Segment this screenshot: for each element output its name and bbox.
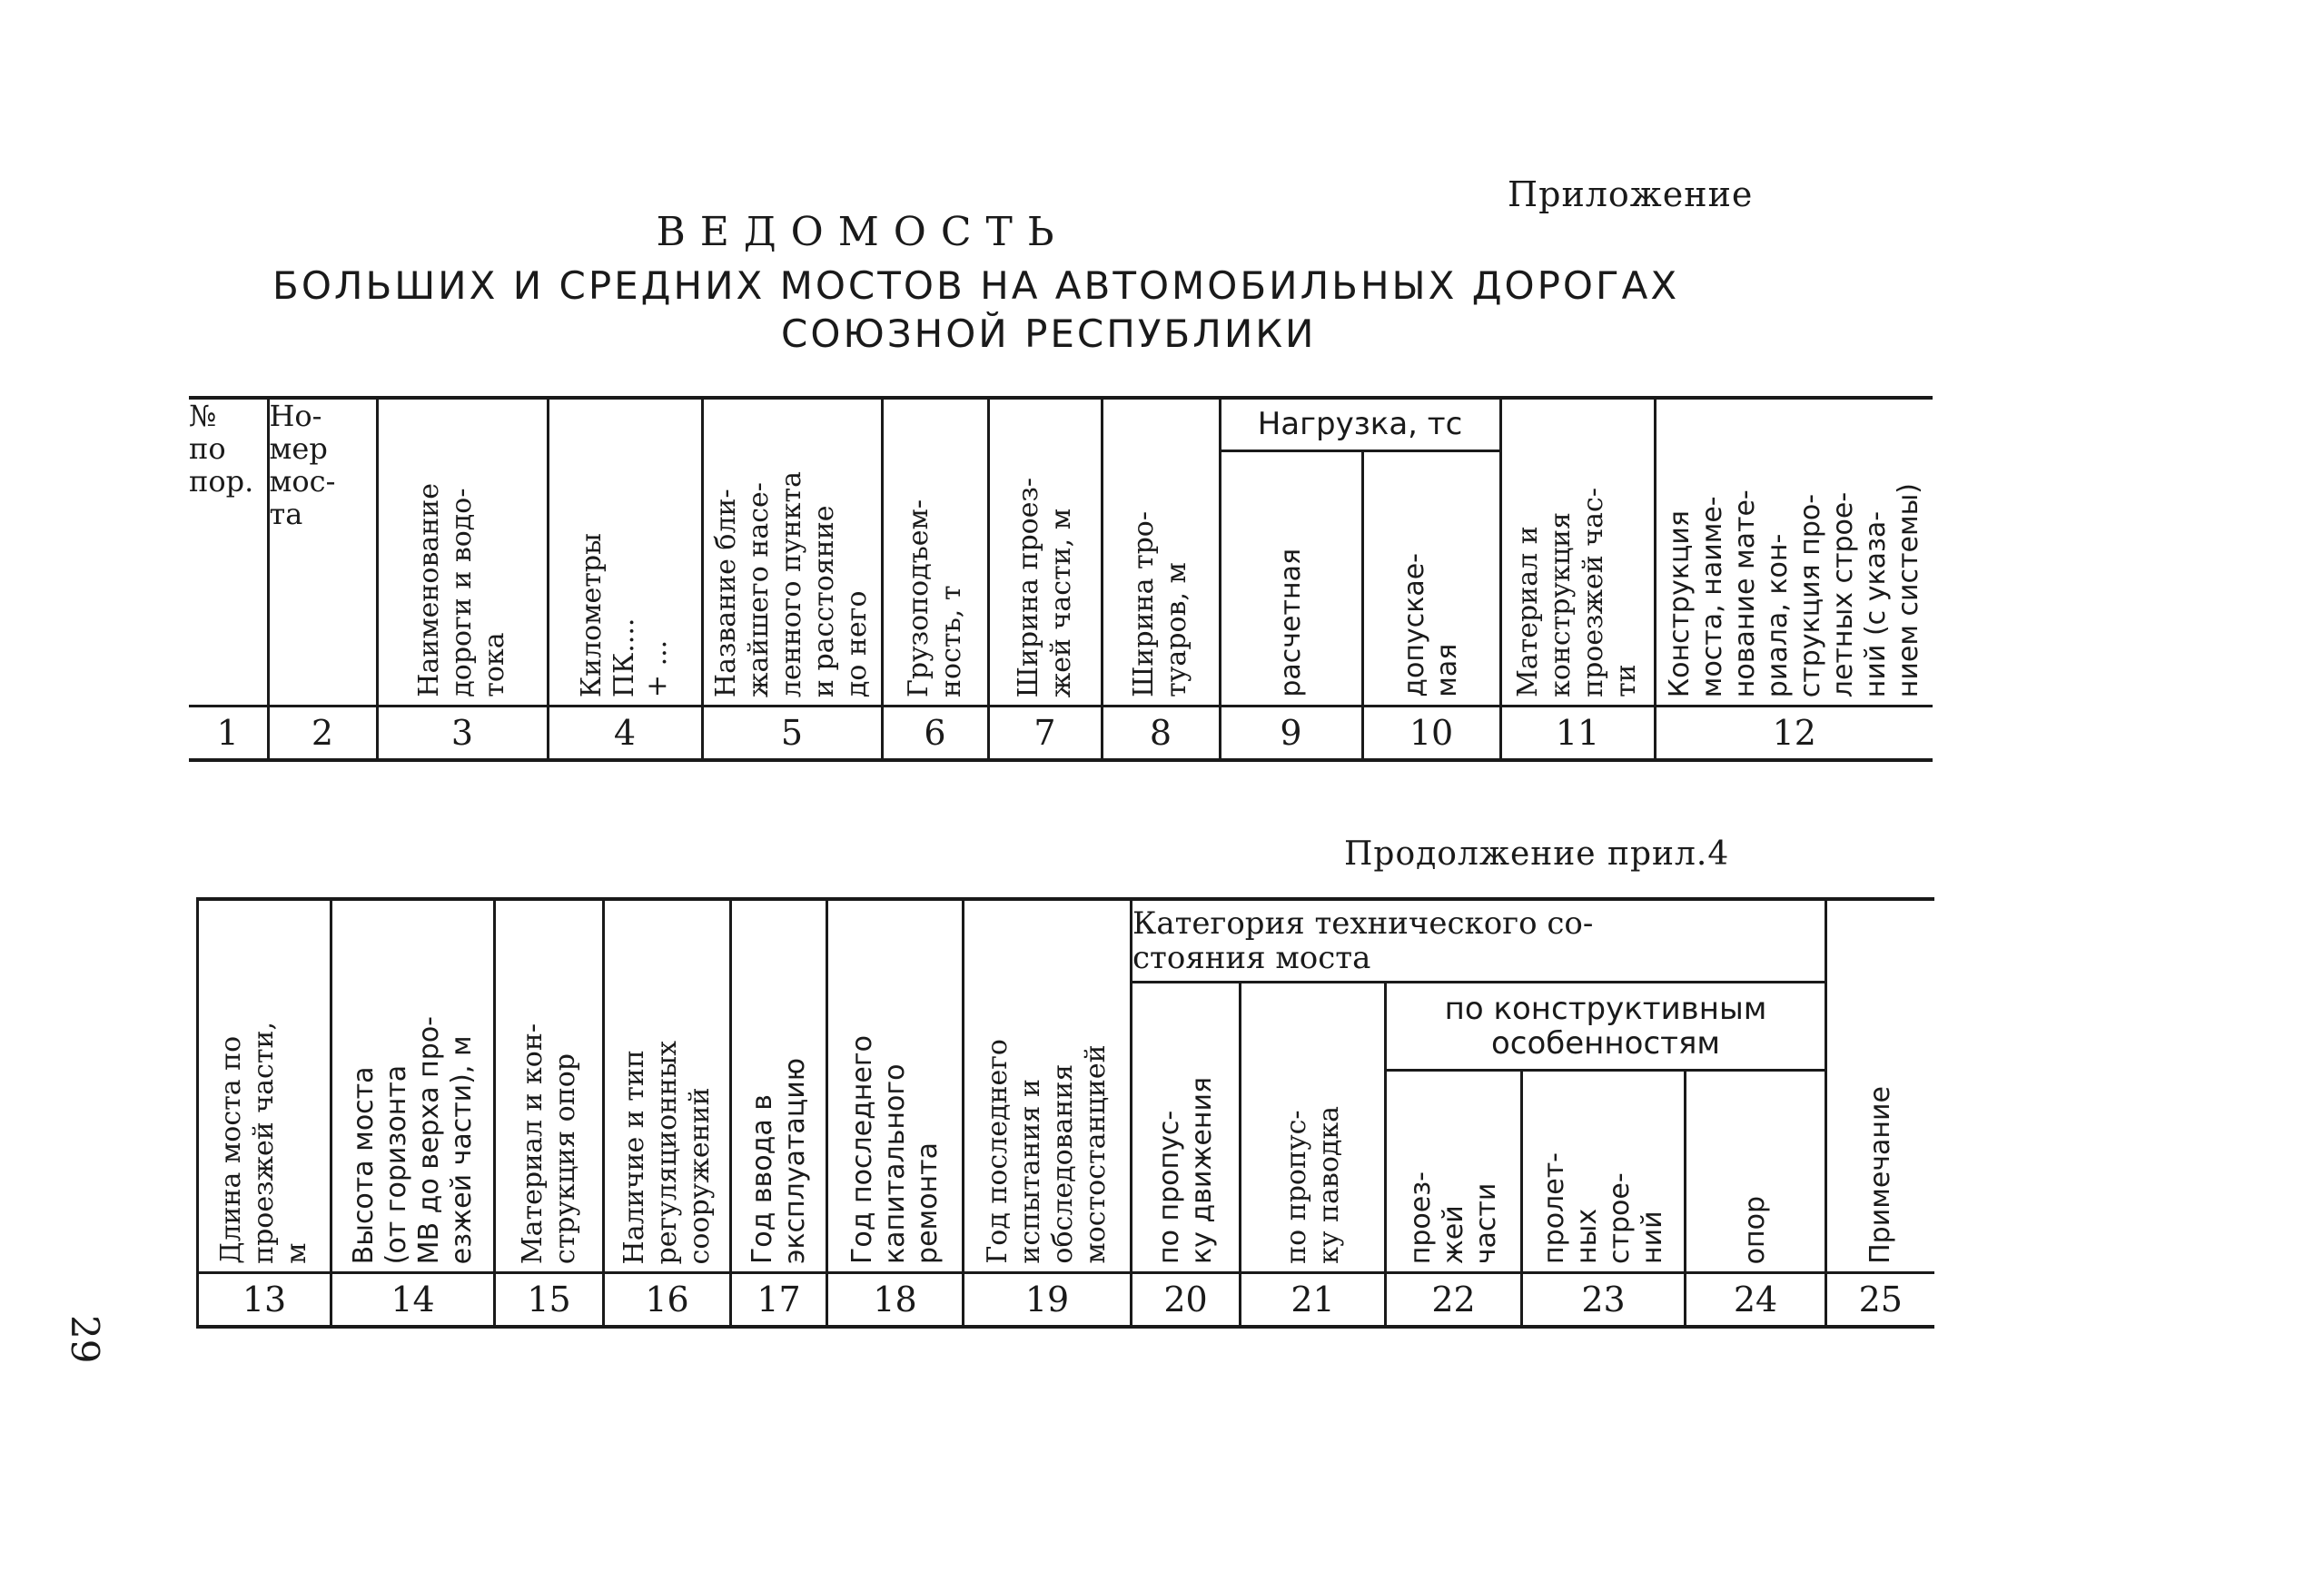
continuation-label: Продолжение прил.4 [1344,835,1730,873]
t1-col-9: расчетная [1220,450,1362,707]
t2-col-25: Примечание [1826,899,1934,1273]
title-line-3: СОЮЗНОЙ РЕСПУБЛИКИ [781,311,1317,356]
table-1 [189,396,1933,762]
t1-col-4: Километры ПК.... + ... [548,398,702,707]
t2-col-22: проез- жей части [1386,1071,1522,1273]
t2-num-23: 23 [1522,1273,1686,1328]
t1-col-10: допускае- мая [1362,450,1500,707]
t1-num-11: 11 [1500,707,1655,761]
t2-col-20: по пропус- ку движения [1132,983,1241,1273]
t1-num-2: 2 [268,707,377,761]
t2-col-13: Длина моста по проезжей части, м [198,899,331,1273]
t1-num-7: 7 [988,707,1102,761]
t1-col-2: Но- мер мос- та [268,398,377,707]
t2-col-15: Материал и кон- струкция опор [495,899,604,1273]
t2-num-19: 19 [964,1273,1132,1328]
t2-num-22: 22 [1386,1273,1522,1328]
t2-col-23: пролет- ных строе- ний [1522,1071,1686,1273]
t2-col-14: Высота моста (от горизонта МВ до верха про- езжей части), м [331,899,495,1273]
title-line-2: БОЛЬШИХ И СРЕДНИХ МОСТОВ НА АВТОМОБИЛЬНЫХ ДОРОГАХ [272,263,1680,308]
t1-col-6: Грузоподъем- ность, т [882,398,988,707]
t1-num-12: 12 [1655,707,1933,761]
t1-group-load: Нагрузка, тс [1220,398,1500,450]
t1-col-1: № по пор. [189,398,268,707]
t1-col-11: Материал и конструкция проезжей час- ти [1500,398,1655,707]
t1-num-4: 4 [548,707,702,761]
t1-col-7: Ширина проез- жей части, м [988,398,1102,707]
t1-col-12: Конструкция моста, наиме- нование мате- риала, кон- струкция про- летных строе- ний (с указа- нием системы) [1655,398,1933,707]
t2-group-category: Категория технического со- стояния моста [1132,899,1826,983]
t2-col-24: опор [1686,1071,1826,1273]
t1-col-5: Название бли- жайшего насе- ленного пункта и расстояние до него [702,398,882,707]
t2-num-18: 18 [827,1273,964,1328]
t2-num-16: 16 [604,1273,731,1328]
t2-num-15: 15 [495,1273,604,1328]
t2-num-14: 14 [331,1273,495,1328]
t1-num-6: 6 [882,707,988,761]
t2-num-21: 21 [1241,1273,1386,1328]
t2-col-17: Год ввода в эксплуатацию [731,899,827,1273]
t1-col-8: Ширина тро- туаров, м [1102,398,1220,707]
t2-num-20: 20 [1132,1273,1241,1328]
t1-col-3: Наименование дороги и водо- тока [377,398,548,707]
t2-num-24: 24 [1686,1273,1826,1328]
t2-num-17: 17 [731,1273,827,1328]
t2-group-construct: по конструктивным особенностям [1386,983,1826,1071]
t1-num-8: 8 [1102,707,1220,761]
t2-col-16: Наличие и тип регуляционных сооружений [604,899,731,1273]
title-line-1: ВЕДОМОСТЬ [656,209,1069,255]
t1-num-10: 10 [1362,707,1500,761]
t2-num-13: 13 [198,1273,331,1328]
page-number: 29 [63,1315,107,1364]
t1-num-5: 5 [702,707,882,761]
t1-num-9: 9 [1220,707,1362,761]
t2-col-21: по пропус- ку паводка [1241,983,1386,1273]
t2-col-18: Год последнего капитального ремонта [827,899,964,1273]
t1-num-1: 1 [189,707,268,761]
t1-num-3: 3 [377,707,548,761]
table-2 [196,897,1934,1329]
appendix-label: Приложение [1508,174,1754,214]
t2-num-25: 25 [1826,1273,1934,1328]
t2-col-19: Год последнего испытания и обследования мостостанцией [964,899,1132,1273]
